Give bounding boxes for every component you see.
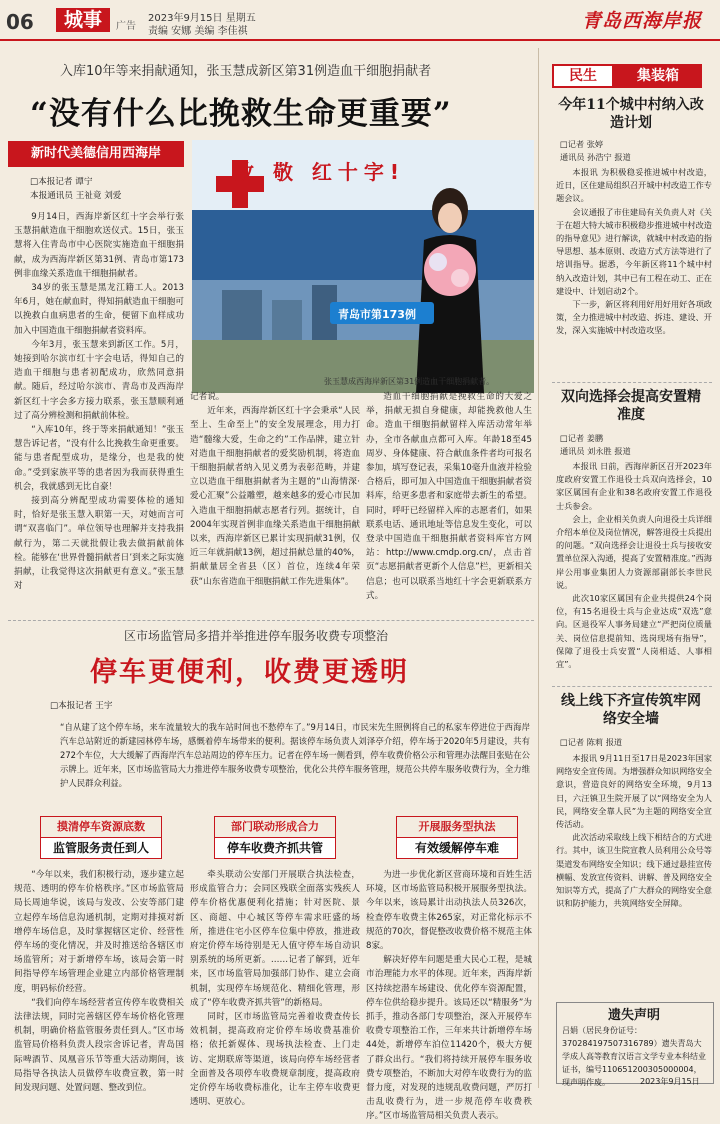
paragraph: 今年3月，张玉慧来到新区工作。5月，她接到哈尔滨市红十字会电话，得知自己的造血干细胞与患者初配成功，欣然同意捐献。随后，经过哈尔滨市、青岛市及西海岸新区红十字会多方接力联系，张玉慧顺利通过了高分辨检测和捐献前体检。 [14, 339, 184, 421]
subhead-1-line2: 监管服务责任到人 [41, 837, 161, 858]
lost-notice-date: 2023年9月15日 [640, 1077, 700, 1086]
sidebar-badge-right: 集装箱 [614, 64, 702, 88]
sidebar-item3-title: 线上线下齐宣传筑牢网络安全墙 [561, 693, 701, 727]
paragraph: 本报讯 9月11日至17日是2023年国家网络安全宣传周。为增强群众知识网络安全意识，营造良好的网络安全环境，9月13日，六汪镇卫生院开展了以“网络安全为人民，网络安全靠人民”为主题的网络安全宣传活动。 [556, 753, 712, 830]
sidebar-item3-byline: □记者 陈莉 报道 [560, 737, 623, 747]
story1-photo-caption: 张玉慧成西海岸新区第31例造血干细胞捐献者。 [324, 377, 495, 386]
story2-column-1 [14, 868, 184, 1095]
paragraph: 本报讯 日前，西海岸新区召开2023年度政府安置工作退役士兵双向选择会，10家区属国有企业和38名政府安置工作退役士兵参会。 [556, 461, 712, 511]
lost-notice-title: 遗失声明 [607, 1008, 660, 1023]
photo-badge: 青岛市第173例 [338, 308, 416, 321]
story1-headline: “没有什么比挽救生命更重要” [30, 96, 452, 132]
paragraph: 此次10家区属国有企业共提供24个岗位，有15名退役士兵与企业达成“双选”意向。区退役军人事务局建立“严把岗位质量关、岗位信息提前知、选岗现场有指导”，保障了退役士兵安置“人岗相适、人事相宜”。 [556, 593, 712, 670]
story1-column-3 [366, 390, 532, 603]
paragraph: 会议通报了市住建局有关负责人对《关于在超大特大城市积极稳步推进城中村改造的指导意见》进行解读，就城中村改造的指导思想、基本原则、改造方式方法等进行了培训指导。据悉，今年新区将11个城中村纳入改造计划，其中已有工程在动工、正在建设中、计划启动2个。 [556, 206, 712, 296]
sidebar-badge-left: 民生 [552, 64, 614, 88]
paragraph: 34岁的张玉慧是黑龙江籍工人。2013年6月，她在献血时，得知捐献造血干细胞可以挽救白血病患者的生命，便留下血样成功加入中国造血干细胞捐献者资料库。 [14, 283, 184, 336]
paragraph: “我们向停车场经营者宣传停车收费相关法律法规，同时完善辖区停车场价格化管理机制，明确价格监管服务责任到人。”区市场监管局价格科负责人段宗舍诉记者，青岛国际啤酒节、凤凰音乐节等重大活动期间，该局指导各执法人员做停车收费宣教，第一时间发现问题、处置问题、整改到位。 [14, 997, 184, 1094]
paragraph: 近年来，西海岸新区红十字会秉承“人民至上、生命至上”的安全发展理念，用力打造“髓缘大爱，生命之约”工作品牌，建立针对造血干细胞捐献者的爱奖励机制，将造血干细胞捐献者纳入见义勇为表彰范畴，并建立以造血干细胞捐献者为主题的“山海情深·爱心汇聚”公益雕塑，越来越多的爱心市民加入造血干细胞捐献志愿者行列。据统计，自2004年实现首例非血缘关系造血干细胞捐献以来，西海岸新区已累计实现捐献31例，仅近三年就捐献13例，超过捐献总量的40%，捐献量居全省县（区）首位，连续4年荣获“山东省造血干细胞捐献工作先进集体”。 [190, 406, 360, 587]
story2-column-2 [190, 868, 360, 1109]
paragraph: 9月14日，西海岸新区红十字会举行张玉慧捐献造血干细胞欢送仪式。15日，张玉慧将入住青岛市中心医院实施造血干细胞捐献，成为西海岸新区第31例、青岛市第173例非血缘关系造血干细胞捐献者。 [14, 212, 184, 279]
story1-byline-correspondent: 本报通讯员 王祉竟 刘爱 [30, 191, 122, 201]
paragraph: 会上，企业相关负责人向退役士兵详细介绍本单位及岗位情况，解答退役士兵提出的问题。“双向选择会让退役士兵与接收安置单位深入沟通，提高了安置精准度。”西海岸公用事业集团人力资源部副部长李世民说。 [556, 513, 712, 590]
sidebar-badge [552, 64, 702, 88]
paragraph: 本报讯 为积极稳妥推进城中村改造，近日，区住建局组织召开城中村改造工作专题会议。 [556, 167, 712, 204]
sidebar-item2-title: 双向选择会提高安置精准度 [561, 389, 701, 423]
paragraph: “今年以来，我们积极行动，逐步建立起规范、透明的停车价格秩序。”区市场监管局局长周迪华说，该局与发改、公安等部门建立起停车场信息沟通机制，定期对排摸对新增停车场信息，及时掌握辖区定价、经营性停车场的变化情况，并及时推送给各辖区市场监管所；对于新增停车场，该局会第一时间指导停车场管理企业建立内部价格管理制度，明码标价经营。 [14, 870, 184, 994]
story1-byline [30, 175, 121, 203]
story2-lead: “自从建了这个停车场，来车流量较大的我车站时间也不愁停车了。”9月14日，市民宋先生照例将自己的私家车停进位于西海岸汽车总站附近的新建园林停车场，感慨着停车场带来的便利。据该停车场负责人刘泽亭介绍，停车场于2020年5月建设，共有272个车位，大大缓解了西海岸汽车总站周边的停车压力。记者在停车场一侧看到，停车收费价格公示和管理办法醒目张贴在公示牌上。近年来，区市场监管局大力推进停车服务收费专项整治，优化公共停车服务管理，规范公共停车服务收费行为，全力维护人民群众利益。 [60, 722, 530, 788]
sidebar-item1-body [556, 166, 712, 338]
story2-subhead-3 [396, 816, 518, 859]
sidebar-divider [552, 382, 712, 383]
paragraph: 记者说。 [190, 392, 225, 402]
paragraph: 解决好停车问题是重大民心工程，是城市治理能力水平的体现。近年来，西海岸新区持续挖潜车场建设、优化停车资源配置，停车位供给稳步提升。该局还以“精服务”为抓手，推动各部门专项整治，深入开展停车收费专项整治工作，三年来共计新增停车场44处，新增停车泊位11420个，极大方便了群众出行。“我们将持续开展停车服务收费专项整治，不断加大对停车收费行为的监督力度，对发现的违规乱收费问题，严厉打击乱收费行为，进一步规范停车收费秩序。”区市场监管局相关负责人表示。 [366, 955, 532, 1122]
ad-label: 广告 [116, 21, 136, 32]
paragraph: 为进一步优化新区营商环境和百姓生活环境，区市场监管局积极开展服务型执法。今年以来，该局累计出动执法人员326次，检查停车收费主体265家，对正常化标示不规范的70次，督促整改收费价格不规范主体8家。 [366, 870, 532, 952]
byline-line: □记者 姜鹏 [560, 433, 604, 443]
sidebar-item2-byline [560, 432, 710, 458]
subhead-1-line1: 摸清停车资源底数 [57, 820, 145, 833]
paragraph: 造血干细胞捐献是挽救生命的大爱之举，捐献无损自身健康，却能挽救他人生命。造血干细胞捐献留样入库活动常年举办，全市各献血点都可入库。年龄18至45周岁、身体健康、符合献血条件者均可报名参加，填写登记表，采集10毫升血液并检验合格后，即可加入中国造血干细胞捐献者资料库，给更多患者和家庭带去新生的希望。同时，呼吁已经留样入库的志愿者们，如果联系电话、通讯地址等信息发生变化，可以登录中国造血干细胞捐献者资料库官方网站：http://www.cmdp.org.cn/，点击首页“志愿捐献者更新个人信息”栏，更新相关信息；也可以联系当地红十字会更新联系方式。 [366, 392, 532, 601]
story2-subhead-2 [214, 816, 336, 859]
sidebar-divider [552, 686, 712, 687]
newspaper-logo: 青岛西海岸报 [582, 10, 703, 32]
editor-credits: 责编 安娜 美编 李佳祺 [148, 26, 248, 37]
byline-line: 通讯员 孙浩宁 报道 [560, 152, 631, 162]
story-divider [8, 620, 534, 621]
paragraph: 此次活动采取线上线下相结合的方式进行。其中，该卫生院宣教人员利用公众号等渠道发布网络安全知识；线下通过悬挂宣传横幅、发放宣传资料、讲解、普及网络安全知识等方式，提高了广大群众的网络安全意识和防护能力，共筑网络安全屏障。 [556, 832, 712, 909]
page-number: 06 [6, 10, 34, 34]
subhead-3-line1: 开展服务型执法 [418, 820, 496, 833]
paragraph: 接到高分辨配型成功需要体检的通知时，恰好是张玉慧入职第一天，对她而言可谓“双喜临门”。单位领导也理解并支持我捐献行为，第二天就批假让我去做捐献前体检。能够在‘世界骨髓捐献者日’到来之际实施捐献，让我觉得这次捐献更有意义。”张玉慧对 [14, 496, 184, 592]
lost-notice-text: 吕娟（居民身份证号：370284197507316789）遗失青岛大学成人高等教育汉语言文学专业本科结业证书，编号110651200305000004，现声明作废。 [562, 1026, 706, 1087]
story1-banner: 新时代美德信用西海岸 [30, 146, 161, 161]
story1-kicker: 入库10年等来捐献通知，张玉慧成新区第31例造血干细胞捐献者 [60, 64, 432, 79]
story2-column-3 [366, 868, 532, 1124]
sidebar-item2-body [556, 460, 712, 671]
paragraph: 同时，区市场监管局完善着收费查传长效机制，提高政府定价停车场收费基准价格；依托新媒体、现场执法检查、上门走访、定期联席等渠道，该局向停车场经营者全面普及各项停车收费规章制度，提高政府定价停车场收费标准化，让车主停车收费更透明、更放心。 [190, 1012, 360, 1108]
paragraph: 下一步，新区将利用好用好用好各项政策，全力推进城中村改造、拆违、建设、开发，深入实施城中村改造攻坚。 [556, 299, 712, 336]
subhead-2-line1: 部门联动形成合力 [231, 820, 319, 833]
story2-subhead-1 [40, 816, 162, 859]
issue-date: 2023年9月15日 星期五 [148, 13, 256, 24]
sidebar-item1-title: 今年11个城中村纳入改造计划 [558, 97, 704, 131]
story1-byline-reporter: □本报记者 谭宁 [30, 177, 93, 187]
paragraph: 牵头联动公安部门开展联合执法检查，形成监管合力；会同区残联全面落实残疾人停车价格优惠便利化措施；针对医院、景区、商超、中心城区等停车需求旺盛的场所，推进住宅小区停车位集中停放，推进政府定价停车场待别是无人值守停车场自动识别系统的场所更新。……记者了解到，近年来，区市场监管局加强部门协作、建立会商机制，实现停车场规范化、精细化管理，形成了“停车收费齐抓共管”的新格局。 [190, 870, 360, 1008]
subhead-3-line2: 有效缓解停车难 [397, 837, 517, 858]
section-label[interactable]: 城事 [56, 8, 110, 32]
photo-sign-text: 致 敬 红十字! [234, 160, 406, 184]
byline-line: □记者 张婷 [560, 139, 604, 149]
story2-headline: 停车更便利，收费更透明 [90, 657, 409, 688]
sidebar-item3-body [556, 752, 712, 910]
paragraph: “入库10年，终于等来捐献通知！”张玉慧告诉记者，“没有什么比挽救生命更重要。能与患者配型成功，是缘分，也是我的使命。”受到家族平等的患者因为我而获得重生机会，我就感到无比自豪！ [14, 425, 184, 492]
header-rule [0, 39, 720, 41]
story1-photo [192, 140, 534, 393]
story2-byline: □本报记者 王宇 [50, 701, 113, 711]
story2-kicker: 区市场监管局多措并举推进停车服务收费专项整治 [124, 629, 389, 643]
subhead-2-line2: 停车收费齐抓共管 [215, 837, 335, 858]
column-divider [538, 48, 539, 1088]
byline-line: 通讯员 刘永胜 报道 [560, 446, 631, 456]
story1-column-1 [14, 210, 184, 593]
sidebar-item1-byline [560, 138, 710, 164]
story1-column-2 [190, 390, 360, 589]
